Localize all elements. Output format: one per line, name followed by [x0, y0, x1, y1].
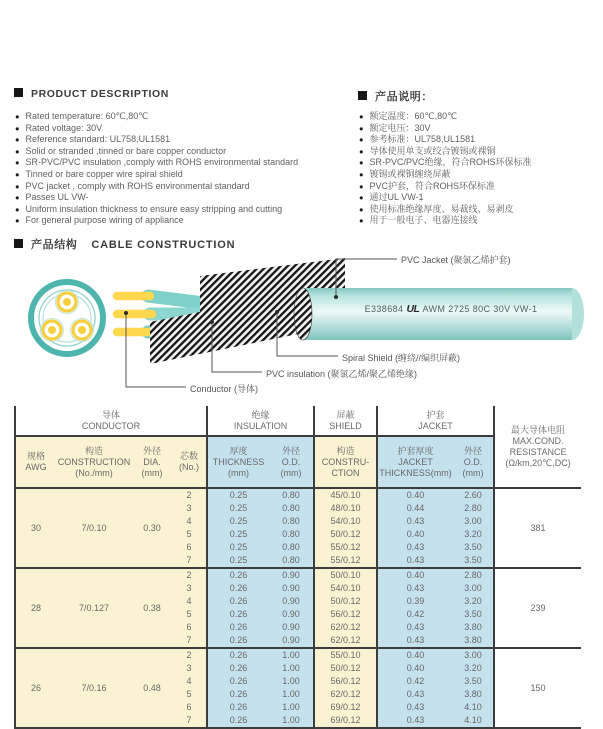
conductor-label: Conductor (导体) — [190, 384, 259, 394]
column-header-resistance: 最大导体电阻 MAX.COND. RESISTANCE (Ω/km,20℃,DC) — [494, 406, 581, 488]
cell-jacket-thickness: 0.43 — [377, 701, 453, 714]
table-group-awg28 — [15, 568, 581, 648]
cell-jacket-od: 3.80 — [453, 634, 494, 648]
cell-shield: 54/0.10 — [314, 515, 377, 528]
cell-shield: 56/0.12 — [314, 608, 377, 621]
cell-ins-thickness: 0.26 — [207, 634, 269, 648]
cell-ins-thickness: 0.26 — [207, 621, 269, 634]
spec-table — [14, 406, 581, 729]
cell-jacket-thickness: 0.43 — [377, 714, 453, 728]
description-item: ● Uniform insulation thickness to ensure easy stripping and cutting — [15, 204, 298, 216]
description-item-zh: ● 导体使用单支或绞合镀锡或裸铜 — [359, 146, 532, 158]
cell-jacket-od: 3.80 — [453, 688, 494, 701]
cell-ins-thickness: 0.25 — [207, 541, 269, 554]
description-item-zh: ● SR-PVC/PVC绝缘，符合ROHS环保标准 — [359, 157, 532, 169]
cell-ins-thickness: 0.25 — [207, 554, 269, 568]
cell-jacket-od: 3.20 — [453, 528, 494, 541]
cell-awg: 26 — [15, 648, 56, 728]
cell-cores: 7 — [172, 714, 207, 728]
description-item: ● Passes UL VW- — [15, 192, 298, 204]
group-header-zh: 绝缘 — [251, 409, 270, 420]
description-item: ● For general purpose wiring of appliance — [15, 215, 298, 227]
description-item-zh: ● 镀锡或裸铜缠绕屏蔽 — [359, 169, 532, 181]
cell-jacket-thickness: 0.40 — [377, 648, 453, 662]
cable-illustration — [0, 248, 603, 410]
cell-ins-od: 0.80 — [269, 554, 314, 568]
product-description-zh-heading — [358, 88, 433, 104]
cell-jacket-od: 2.60 — [453, 488, 494, 502]
cell-ins-od: 0.90 — [269, 595, 314, 608]
cell-ins-od: 0.90 — [269, 608, 314, 621]
description-item-zh: ● 额定电压：30V — [359, 123, 532, 135]
column-header-ins-thickness: 厚度 THICKNESS (mm) — [207, 436, 269, 488]
description-item-zh: ● 额定温度：60℃,80℃ — [359, 111, 532, 123]
cell-jacket-thickness: 0.43 — [377, 634, 453, 648]
cell-shield: 55/0.12 — [314, 554, 377, 568]
cell-jacket-thickness: 0.42 — [377, 608, 453, 621]
group-header-zh: 护套 — [426, 409, 445, 420]
cell-construction: 7/0.16 — [56, 648, 132, 728]
cell-shield: 50/0.12 — [314, 528, 377, 541]
group-header-en: SHIELD — [329, 420, 362, 431]
section-square-icon — [358, 91, 367, 100]
cell-shield: 55/0.10 — [314, 648, 377, 662]
cell-ins-od: 0.90 — [269, 568, 314, 582]
cell-shield: 69/0.12 — [314, 701, 377, 714]
product-description-heading — [14, 88, 169, 100]
cell-jacket-thickness: 0.43 — [377, 515, 453, 528]
cable-marking — [328, 303, 574, 315]
description-item: ● Reference standard: UL758,UL1581 — [15, 134, 298, 146]
cell-cores: 5 — [172, 688, 207, 701]
cell-dia: 0.38 — [132, 568, 172, 648]
cell-ins-thickness: 0.26 — [207, 714, 269, 728]
ul-logo-icon: UL — [406, 303, 420, 315]
cell-ins-thickness: 0.25 — [207, 528, 269, 541]
insulation-label: PVC insulation (聚氯乙烯/聚乙烯绝缘) — [266, 369, 418, 379]
cell-awg: 30 — [15, 488, 56, 568]
description-item: ● Rated temperature: 60℃,80℃ — [15, 111, 298, 123]
cell-cores: 7 — [172, 634, 207, 648]
cell-shield: 69/0.12 — [314, 714, 377, 728]
cell-jacket-thickness: 0.43 — [377, 582, 453, 595]
cell-resistance: 381 — [494, 488, 581, 568]
cell-jacket-od: 3.50 — [453, 608, 494, 621]
cell-jacket-od: 4.10 — [453, 714, 494, 728]
cell-cores: 6 — [172, 621, 207, 634]
cell-ins-od: 0.90 — [269, 634, 314, 648]
cell-ins-thickness: 0.26 — [207, 595, 269, 608]
section-square-icon — [14, 88, 23, 97]
cell-shield: 48/0.10 — [314, 502, 377, 515]
cell-jacket-thickness: 0.40 — [377, 488, 453, 502]
column-header-jacket-thickness: 护套厚度 JACKET THICKNESS(mm) — [377, 436, 453, 488]
cell-shield: 55/0.12 — [314, 541, 377, 554]
cell-construction: 7/0.127 — [56, 568, 132, 648]
cell-cores: 5 — [172, 528, 207, 541]
cell-shield: 54/0.10 — [314, 582, 377, 595]
group-header-shield — [314, 406, 377, 436]
cell-shield: 62/0.12 — [314, 688, 377, 701]
column-header-jacket-od: 外径 O.D. (mm) — [453, 436, 494, 488]
cell-jacket-od: 4.10 — [453, 701, 494, 714]
table-row — [15, 488, 581, 502]
cell-ins-thickness: 0.26 — [207, 608, 269, 621]
column-header-construction: 构造 CONSTRUCTION (No./mm) — [56, 436, 132, 488]
cell-shield: 50/0.12 — [314, 595, 377, 608]
cell-jacket-thickness: 0.44 — [377, 502, 453, 515]
cell-resistance: 239 — [494, 568, 581, 648]
cell-cores: 3 — [172, 502, 207, 515]
cell-cores: 4 — [172, 675, 207, 688]
cell-jacket-od: 3.00 — [453, 515, 494, 528]
description-item-zh: ● 使用标准绝缘厚度、易裁线、易剥皮 — [359, 204, 532, 216]
cell-ins-thickness: 0.25 — [207, 515, 269, 528]
group-header-insulation — [207, 406, 314, 436]
cell-ins-od: 0.80 — [269, 488, 314, 502]
cell-jacket-od: 3.20 — [453, 662, 494, 675]
cell-ins-thickness: 0.25 — [207, 502, 269, 515]
cell-ins-od: 0.80 — [269, 502, 314, 515]
cable-construction-heading-zh: 产品结构 — [31, 239, 78, 251]
cell-ins-od: 0.90 — [269, 621, 314, 634]
cell-cores: 3 — [172, 582, 207, 595]
cell-jacket-thickness: 0.40 — [377, 528, 453, 541]
cell-jacket-od: 3.20 — [453, 595, 494, 608]
column-header-awg: 规格 AWG — [15, 436, 56, 488]
cell-jacket-thickness: 0.43 — [377, 541, 453, 554]
cell-ins-od: 1.00 — [269, 688, 314, 701]
cell-cores: 4 — [172, 595, 207, 608]
group-header-conductor — [15, 406, 207, 436]
product-description-zh-list — [359, 111, 532, 227]
description-item: ● Rated voltage: 30V — [15, 123, 298, 135]
cell-cores: 4 — [172, 515, 207, 528]
cell-jacket-thickness: 0.40 — [377, 568, 453, 582]
description-item-zh: ● 用于一般电子、电器连接线 — [359, 215, 532, 227]
table-group-awg30 — [15, 488, 581, 568]
cell-jacket-od: 3.00 — [453, 648, 494, 662]
cell-jacket-thickness: 0.40 — [377, 662, 453, 675]
cell-ins-od: 1.00 — [269, 648, 314, 662]
cell-jacket-od: 3.00 — [453, 582, 494, 595]
cell-cores: 6 — [172, 701, 207, 714]
description-item: ● Tinned or bare copper wire spiral shield — [15, 169, 298, 181]
table-group-awg26 — [15, 648, 581, 728]
cell-awg: 28 — [15, 568, 56, 648]
cell-ins-od: 0.80 — [269, 515, 314, 528]
description-item-zh: ● 参考标准：UL758,UL1581 — [359, 134, 532, 146]
group-header-zh: 屏蔽 — [336, 409, 355, 420]
marking-cert-number: E338684 — [364, 304, 404, 314]
table-row — [15, 568, 581, 582]
cell-resistance: 150 — [494, 648, 581, 728]
column-header-ins-od: 外径 O.D. (mm) — [269, 436, 314, 488]
group-header-en: INSULATION — [233, 420, 288, 431]
description-item-zh: ● 通过UL VW-1 — [359, 192, 532, 204]
cell-jacket-od: 2.80 — [453, 568, 494, 582]
cell-ins-od: 1.00 — [269, 675, 314, 688]
cell-shield: 56/0.12 — [314, 675, 377, 688]
cell-construction: 7/0.10 — [56, 488, 132, 568]
description-item: ● SR-PVC/PVC insulation ,comply with ROHS environmental standard — [15, 157, 298, 169]
cell-jacket-thickness: 0.42 — [377, 675, 453, 688]
cell-cores: 2 — [172, 648, 207, 662]
cell-jacket-od: 3.50 — [453, 675, 494, 688]
cell-jacket-thickness: 0.43 — [377, 621, 453, 634]
cell-jacket-thickness: 0.43 — [377, 688, 453, 701]
column-header-shield-construction: 构造 CONSTRU- CTION — [314, 436, 377, 488]
cell-ins-od: 0.80 — [269, 541, 314, 554]
section-square-icon — [14, 239, 23, 248]
cell-ins-od: 0.80 — [269, 528, 314, 541]
cell-cores: 3 — [172, 662, 207, 675]
group-header-zh: 导体 — [102, 409, 121, 420]
cable-cross-section-icon — [31, 282, 103, 354]
cell-jacket-thickness: 0.39 — [377, 595, 453, 608]
cell-ins-thickness: 0.26 — [207, 675, 269, 688]
description-item-zh: ● PVC护套，符合ROHS环保标准 — [359, 181, 532, 193]
shield-label: Spiral Shield (缠绕//编织屏蔽) — [342, 353, 461, 363]
cell-cores: 2 — [172, 488, 207, 502]
cell-jacket-od: 2.80 — [453, 502, 494, 515]
group-header-jacket — [377, 406, 494, 436]
product-description-zh-heading-label: 产品说明： — [375, 91, 433, 103]
cable-diagram — [0, 248, 603, 410]
product-description-heading-label: PRODUCT DESCRIPTION — [31, 88, 169, 100]
product-description-list — [15, 111, 298, 227]
cell-cores: 7 — [172, 554, 207, 568]
cell-ins-thickness: 0.26 — [207, 662, 269, 675]
cell-shield: 50/0.10 — [314, 568, 377, 582]
cell-ins-od: 1.00 — [269, 662, 314, 675]
table-group-header-row — [15, 406, 581, 436]
column-header-cores: 芯数 (No.) — [172, 436, 207, 488]
cell-ins-thickness: 0.26 — [207, 688, 269, 701]
cell-dia: 0.30 — [132, 488, 172, 568]
cell-shield: 50/0.12 — [314, 662, 377, 675]
cell-cores: 2 — [172, 568, 207, 582]
column-header-dia: 外径 DIA. (mm) — [132, 436, 172, 488]
cell-jacket-thickness: 0.43 — [377, 554, 453, 568]
cell-ins-thickness: 0.25 — [207, 488, 269, 502]
marking-spec: AWM 2725 80C 30V VW-1 — [422, 304, 538, 314]
cell-ins-thickness: 0.26 — [207, 568, 269, 582]
cell-cores: 6 — [172, 541, 207, 554]
group-header-en: JACKET — [418, 420, 453, 431]
description-item: ● Solid or stranded ,tinned or bare copper conductor — [15, 146, 298, 158]
cell-shield: 62/0.12 — [314, 621, 377, 634]
cell-dia: 0.48 — [132, 648, 172, 728]
description-item: ● PVC jacket , comply with ROHS environmental standard — [15, 181, 298, 193]
cell-jacket-od: 3.50 — [453, 541, 494, 554]
cell-ins-od: 1.00 — [269, 701, 314, 714]
cell-shield: 45/0.10 — [314, 488, 377, 502]
cable-construction-heading-en: CABLE CONSTRUCTION — [91, 239, 236, 251]
cell-shield: 62/0.12 — [314, 634, 377, 648]
cell-jacket-od: 3.50 — [453, 554, 494, 568]
cell-ins-thickness: 0.26 — [207, 648, 269, 662]
cell-jacket-od: 3.80 — [453, 621, 494, 634]
cell-ins-thickness: 0.26 — [207, 582, 269, 595]
table-header — [15, 406, 581, 488]
table-row — [15, 648, 581, 662]
jacket-label: PVC Jacket (聚氯乙烯护套) — [401, 255, 511, 265]
cell-cores: 5 — [172, 608, 207, 621]
cell-ins-thickness: 0.26 — [207, 701, 269, 714]
group-header-en: CONDUCTOR — [81, 420, 141, 431]
cell-ins-od: 1.00 — [269, 714, 314, 728]
cell-ins-od: 0.90 — [269, 582, 314, 595]
